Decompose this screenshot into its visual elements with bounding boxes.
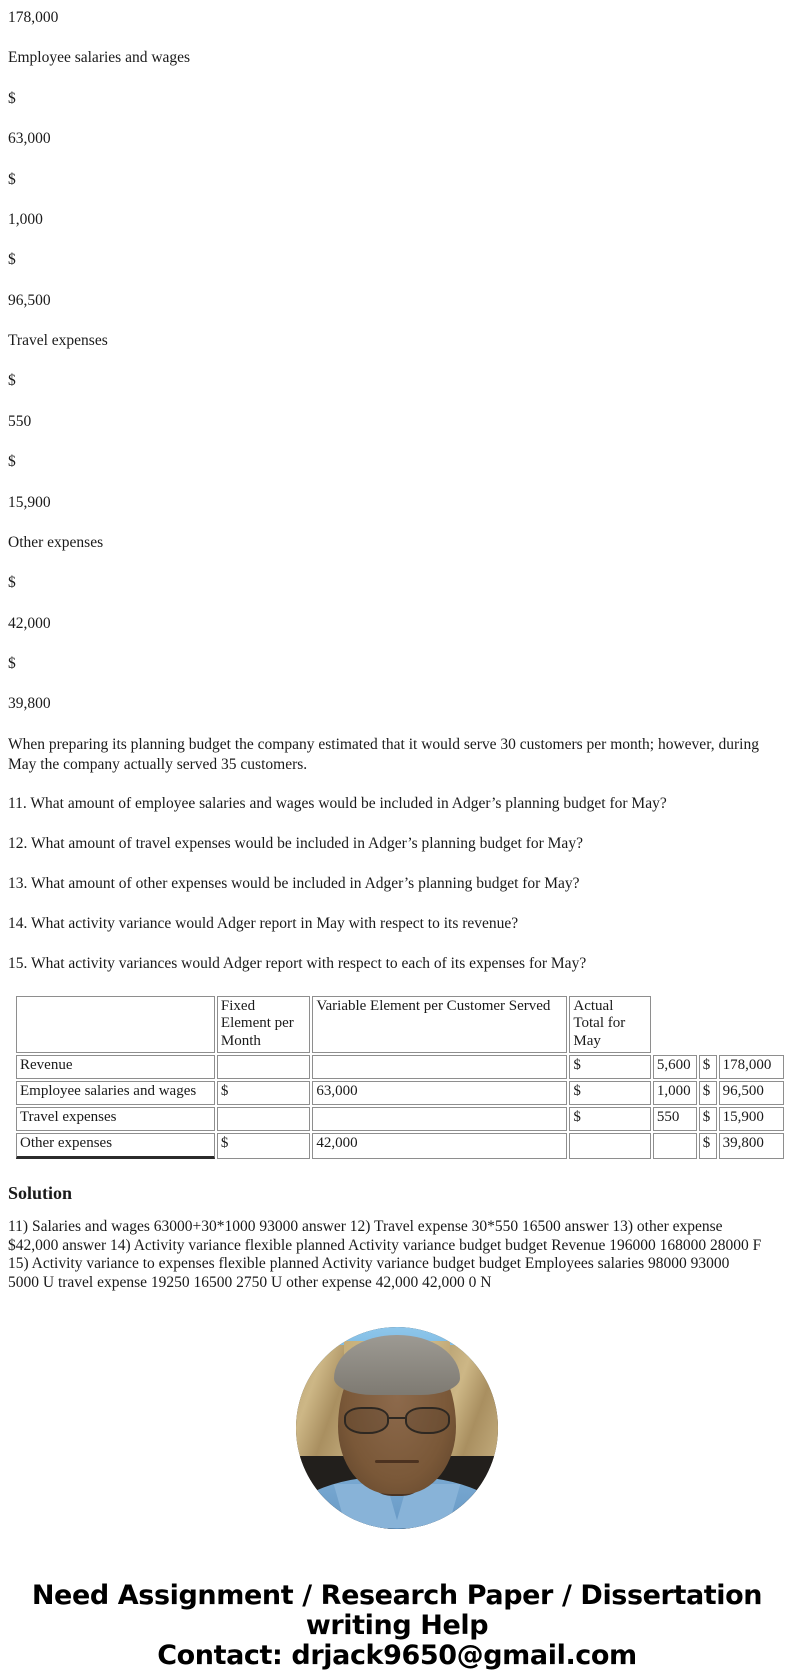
glasses-icon bbox=[344, 1407, 449, 1433]
value-line: $ bbox=[8, 655, 16, 672]
row-label: Employee salaries and wages bbox=[16, 1081, 215, 1105]
row-total-number: 96,500 bbox=[719, 1081, 784, 1105]
value-line: 178,000 bbox=[8, 9, 59, 26]
row-fixed bbox=[217, 1107, 310, 1131]
row-total-number: 178,000 bbox=[719, 1055, 784, 1079]
row-total-symbol: $ bbox=[699, 1133, 717, 1159]
question-item: 14. What activity variance would Adger report in May with respect to its revenue? bbox=[8, 914, 519, 932]
promo-banner bbox=[8, 1581, 786, 1671]
value-line: 42,000 bbox=[8, 614, 51, 632]
question-item: 11. What amount of employee salaries and wages would be included in Adger’s planning budget for May? bbox=[8, 795, 667, 813]
solution-heading: Solution bbox=[8, 1182, 73, 1203]
intro-paragraph: When preparing its planning budget the company estimated that it would serve 30 customers per month; however, during May the company actually served 35 customers. bbox=[8, 735, 759, 773]
row-actual-number: 550 bbox=[653, 1107, 697, 1131]
value-line: Travel expenses bbox=[8, 332, 108, 349]
promo-line-1: Need Assignment / Research Paper / Dissertation bbox=[31, 1579, 763, 1611]
value-line: $ bbox=[8, 372, 16, 390]
row-total-symbol: $ bbox=[699, 1081, 717, 1105]
promo-line-2: writing Help bbox=[305, 1609, 489, 1641]
header-variable-element: Variable Element per Customer Served bbox=[312, 996, 567, 1053]
row-fixed bbox=[217, 1055, 310, 1079]
solution-line: 15) Activity variance to expenses flexible planned Activity variance budget budget Employees salaries 98000 93000 bbox=[8, 1255, 730, 1273]
value-line: $ bbox=[8, 170, 16, 188]
value-line: 63,000 bbox=[8, 130, 51, 148]
row-fixed: $ bbox=[217, 1081, 310, 1105]
row-actual-symbol bbox=[569, 1133, 651, 1159]
avatar-mouth bbox=[375, 1460, 419, 1463]
table-row bbox=[16, 1055, 784, 1079]
row-actual-symbol: $ bbox=[569, 1055, 651, 1079]
row-variable bbox=[312, 1055, 567, 1079]
row-total-symbol: $ bbox=[699, 1055, 717, 1079]
table-row bbox=[16, 1133, 784, 1159]
row-actual-number: 5,600 bbox=[653, 1055, 697, 1079]
row-total-number: 15,900 bbox=[719, 1107, 784, 1131]
avatar bbox=[296, 1327, 498, 1529]
avatar-lens-right bbox=[405, 1407, 449, 1433]
value-line: $ bbox=[8, 574, 16, 592]
question-item: 15. What activity variances would Adger report with respect to each of its expenses for May? bbox=[8, 954, 587, 972]
row-variable bbox=[312, 1107, 567, 1131]
row-label: Other expenses bbox=[16, 1133, 215, 1159]
row-variable: 42,000 bbox=[312, 1133, 567, 1159]
row-actual-number bbox=[653, 1133, 697, 1159]
row-total-number: 39,800 bbox=[719, 1133, 784, 1159]
table-row bbox=[16, 1107, 784, 1131]
table-header-row bbox=[16, 996, 784, 1053]
value-line: $ bbox=[8, 89, 16, 107]
header-blank bbox=[16, 996, 215, 1053]
header-actual-total: Actual Total for May bbox=[569, 996, 651, 1053]
header-trailing-blank bbox=[653, 996, 784, 1053]
avatar-container bbox=[8, 1327, 786, 1529]
value-line: Employee salaries and wages bbox=[8, 49, 191, 67]
value-line: $ bbox=[8, 453, 16, 471]
value-line: 550 bbox=[8, 412, 32, 430]
value-line: $ bbox=[8, 251, 16, 269]
avatar-lens-left bbox=[344, 1407, 388, 1433]
value-line: 96,500 bbox=[8, 291, 51, 309]
solution-line: 11) Salaries and wages 63000+30*1000 93000 answer 12) Travel expense 30*550 16500 answer 13) other expense bbox=[8, 1218, 723, 1236]
solution-line: 5000 U travel expense 19250 16500 2750 U other expense 42,000 42,000 0 N bbox=[8, 1273, 492, 1291]
row-fixed: $ bbox=[217, 1133, 310, 1159]
avatar-glasses-bridge bbox=[389, 1417, 406, 1419]
question-item: 12. What amount of travel expenses would be included in Adger’s planning budget for May? bbox=[8, 835, 583, 853]
row-actual-number: 1,000 bbox=[653, 1081, 697, 1105]
top-value-lines bbox=[8, 8, 786, 714]
value-line: 1,000 bbox=[8, 210, 43, 228]
row-total-symbol: $ bbox=[699, 1107, 717, 1131]
solution-body bbox=[8, 1218, 786, 1292]
question-item: 13. What amount of other expenses would be included in Adger’s planning budget for May? bbox=[8, 875, 580, 893]
question-list bbox=[8, 794, 786, 973]
row-actual-symbol: $ bbox=[569, 1107, 651, 1131]
header-fixed-element: Fixed Element per Month bbox=[217, 996, 310, 1053]
row-label: Revenue bbox=[16, 1055, 215, 1079]
row-actual-symbol: $ bbox=[569, 1081, 651, 1105]
promo-line-3: Contact: drjack9650@gmail.com bbox=[157, 1640, 637, 1671]
table-row bbox=[16, 1081, 784, 1105]
row-label: Travel expenses bbox=[16, 1107, 215, 1131]
value-line: 15,900 bbox=[8, 493, 51, 511]
value-line: 39,800 bbox=[8, 695, 51, 713]
budget-table bbox=[14, 994, 786, 1161]
solution-line: $42,000 answer 14) Activity variance flexible planned Activity variance budget budget Revenue 196000 168000 28000 F bbox=[8, 1236, 762, 1254]
value-line: Other expenses bbox=[8, 533, 104, 551]
row-variable: 63,000 bbox=[312, 1081, 567, 1105]
